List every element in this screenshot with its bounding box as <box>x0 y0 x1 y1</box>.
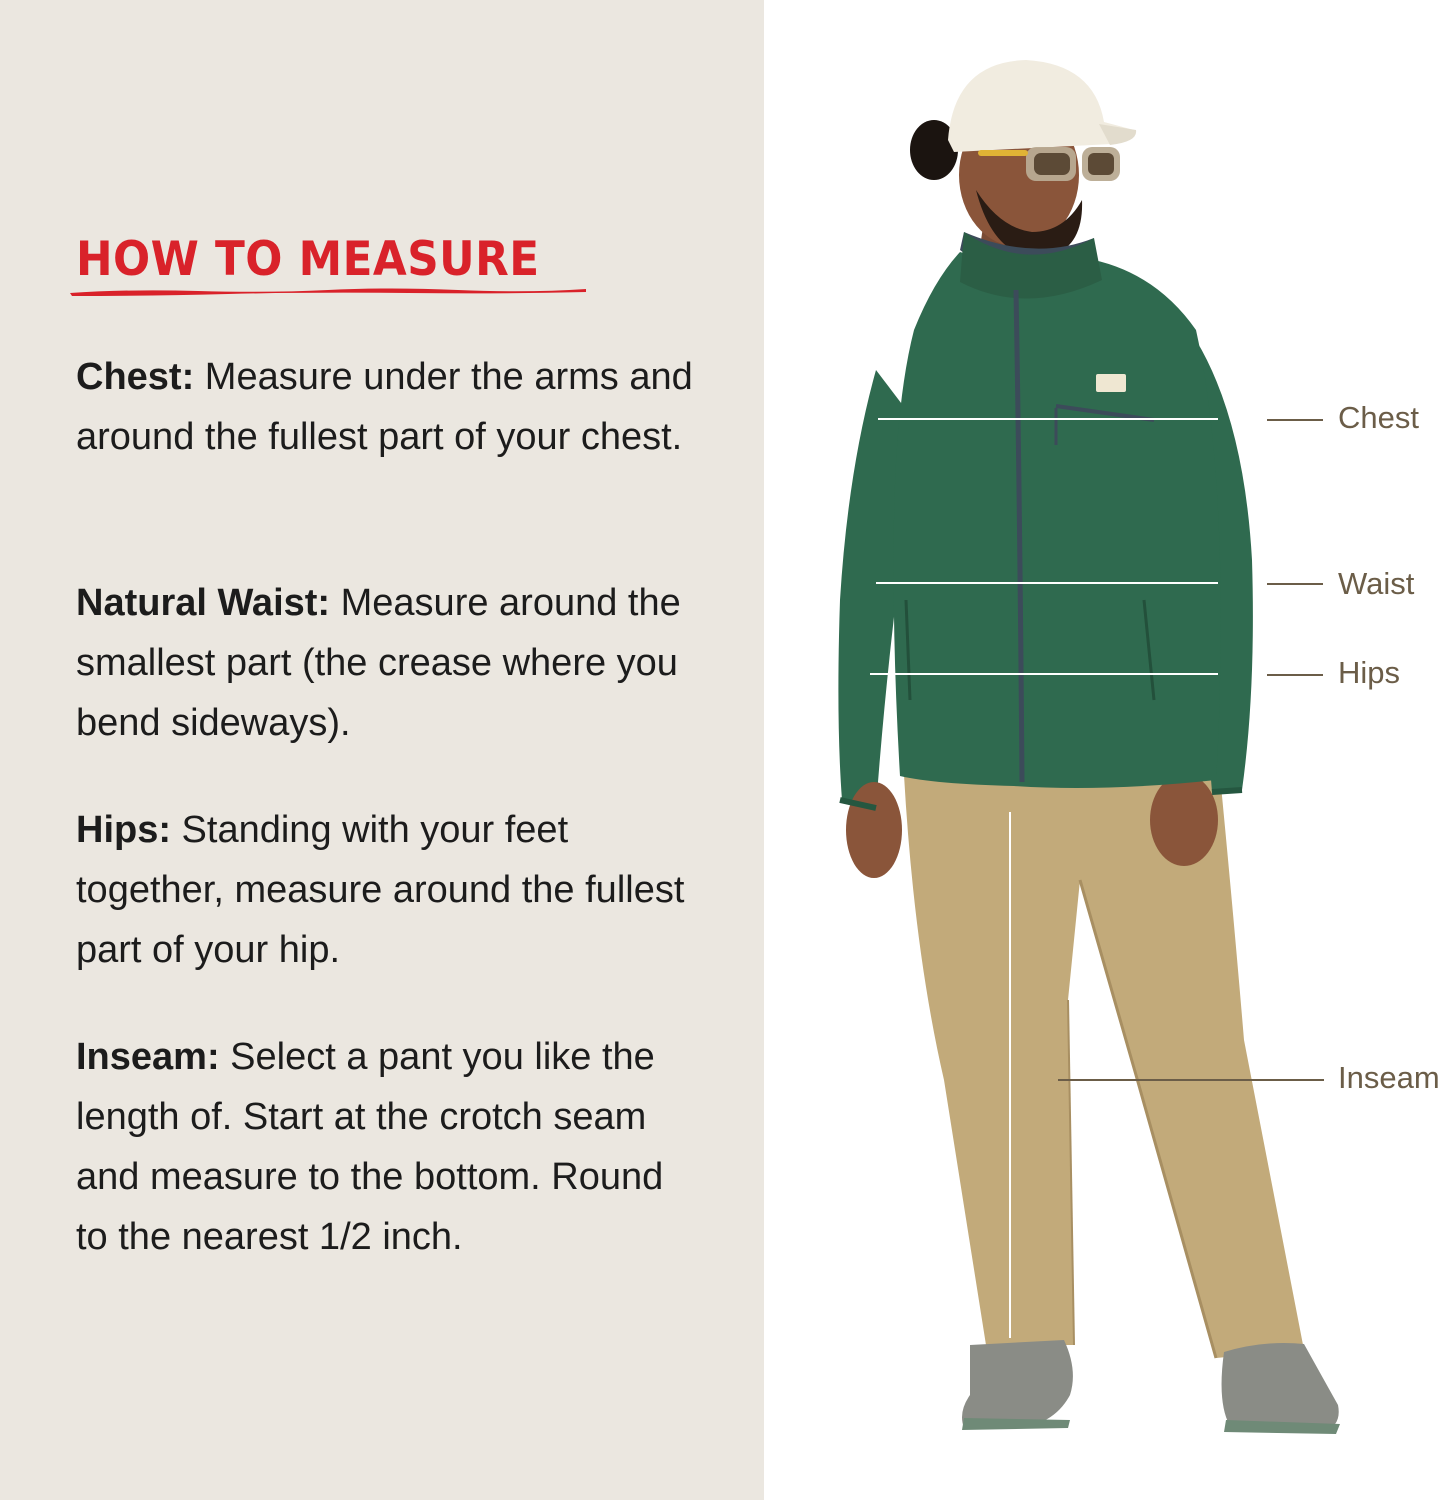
hips-term: Hips: <box>76 809 171 851</box>
waist-measure-line <box>876 582 1218 584</box>
chest-term: Chest: <box>76 356 195 398</box>
model-figure-panel <box>764 0 1447 1500</box>
waist-term: Natural Waist: <box>76 582 331 624</box>
inseam-leader-line <box>1058 1079 1324 1081</box>
hips-leader-line <box>1267 674 1323 676</box>
hips-text: Standing with your feet together, measure around the fullest part of your hip. <box>76 809 685 971</box>
inseam-instruction <box>76 1027 696 1267</box>
waist-text: Measure around the smallest part (the crease where you bend sideways). <box>76 582 681 744</box>
hips-measure-line <box>870 673 1218 675</box>
inseam-label: Inseam <box>1338 1060 1440 1095</box>
model-illustration <box>764 0 1447 1500</box>
inseam-term: Inseam: <box>76 1036 220 1078</box>
waist-label: Waist <box>1338 566 1415 601</box>
chest-instruction <box>76 347 696 467</box>
inseam-text: Select a pant you like the length of. Start at the crotch seam and measure to the bottom. Round to the nearest 1/2 inch. <box>76 1036 664 1258</box>
waist-leader-line <box>1267 583 1323 585</box>
page-title: HOW TO MEASURE <box>76 232 540 287</box>
inseam-measure-line <box>1009 812 1011 1338</box>
title-underline <box>68 284 588 298</box>
chest-leader-line <box>1267 419 1323 421</box>
hips-instruction <box>76 800 696 980</box>
waist-instruction <box>76 573 696 753</box>
chest-measure-line <box>878 418 1218 420</box>
hips-label: Hips <box>1338 655 1401 690</box>
chest-label: Chest <box>1338 400 1419 435</box>
chest-text: Measure under the arms and around the fullest part of your chest. <box>76 356 693 458</box>
